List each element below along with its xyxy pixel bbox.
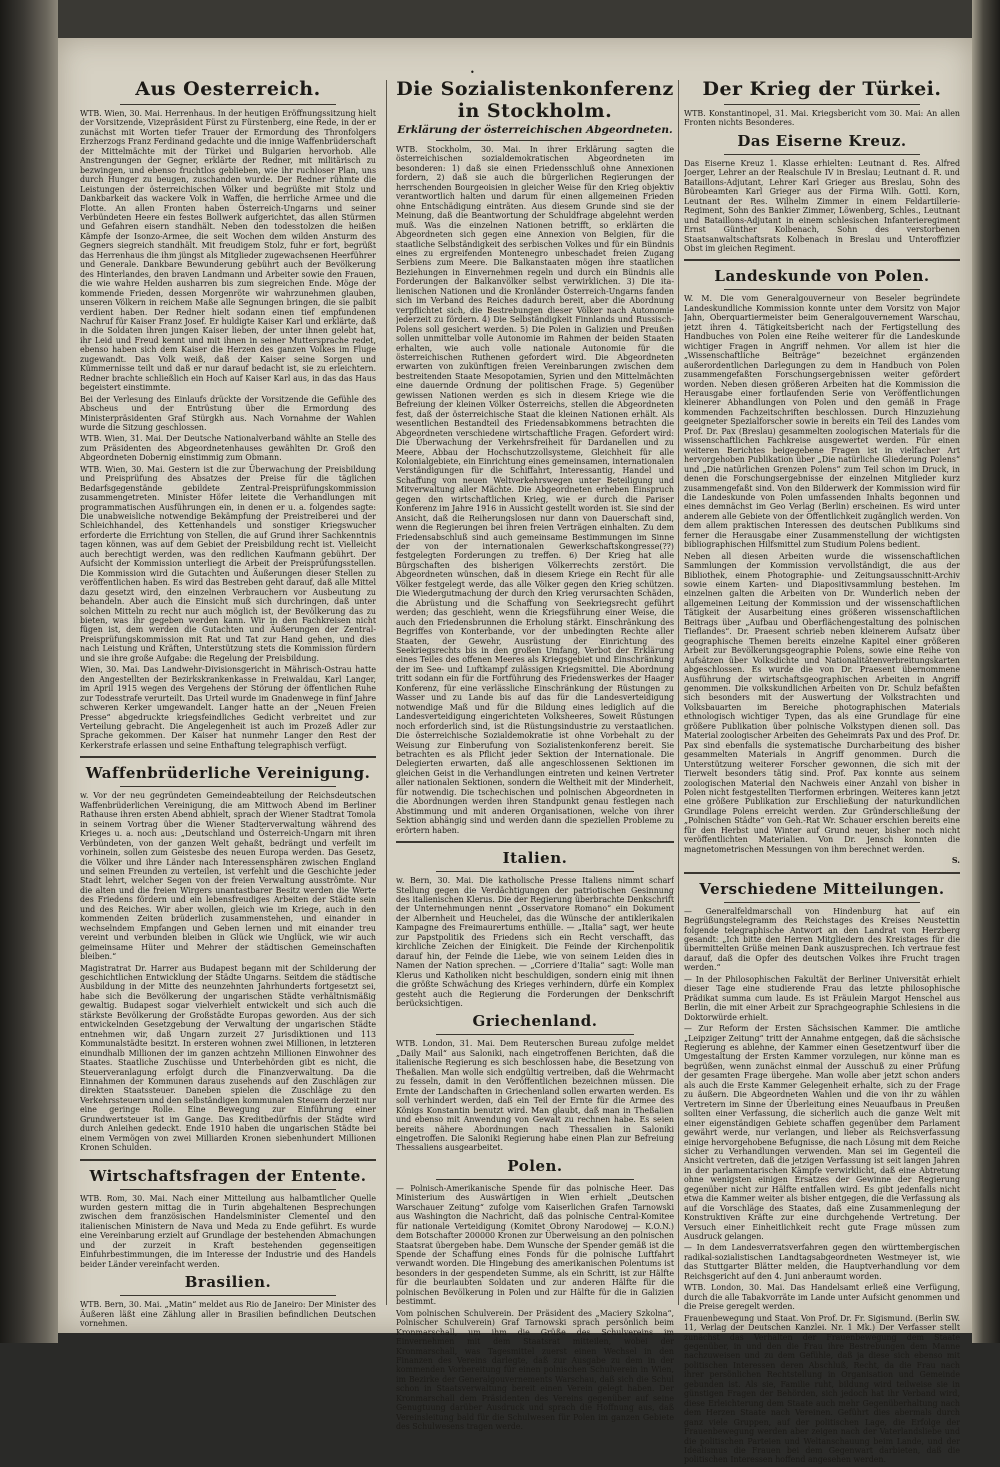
divider <box>396 841 674 843</box>
author-signature: S. <box>951 856 960 866</box>
column-3 <box>684 74 960 1467</box>
divider <box>120 1189 336 1190</box>
article-paragraph: Das Eiserne Kreuz 1. Klasse erhielten: Leutnant d. Res. Alfred Joerger, Lehrer an der Realschule IV in Breslau; Leutnant d. R. und Bataillons-Adjutant, Lehrer Karl Grieger aus Breslau, Sohn des Bürobeamten Karl Grieger aus der Firma Wilh. Gottl. Korn, Leutnant der Res. Wilhelm Zimmer in einem Feldartillerie-Regiment, Sohn des Bankier Zimmer, Löwenberg, Schles., Leutnant und Bataillons-Adjutant in einem schlesischen Infanterieregiment Ernst Günther Kolbenach, Sohn des verstorbenen Staatsanwaltschaftsrats Kolbenach in Breslau und Unteroffizier Obst im gleichen Regiment. <box>684 158 960 253</box>
article-paragraph: w. Bern, 30. Mai. Die katholische Presse Italiens nimmt scharf Stellung gegen die Verdächtigungen der patriotischen Gesinnung des italienischen Klerus. Die der Regierung überbrachte Denkschrift der Unternehmungen nennt „Osservatore Romano“ ein Dokument der Albernheit und Heuchelei, das die Wünsche der antiklerikalen Kampagne des Freimaurertums enthülle. — „Italia“ sagt, wer heute zur Papstpolitik des Friedens sich ein Recht verschafft, das kirchliche Zeichen der Einigkeit. Die Feinde der Kirchenpolitik darauf hin, der Feinde die Liebe, wie von seinem Leiden dies in Namen der Nation sprechen. — „Corriere d’Italia“ sagt: Wolle man Klerus und Katholiken nicht beschuldigen, sondern einig mit ihnen die größte Schwächung des Krieges verhindern, dürfe ein Komplex gesteht auch die Regierung die Forderungen der Denkschrift berücksichtigen. <box>396 876 674 1008</box>
divider <box>80 756 376 758</box>
scan-right-edge <box>972 0 1000 1343</box>
heading-tuerkei: Der Krieg der Türkei. <box>702 78 942 100</box>
heading-waffenbrueder: Waffenbrüderliche Vereinigung. <box>85 764 371 783</box>
heading-polen: Polen. <box>507 1156 563 1175</box>
divider <box>684 872 960 874</box>
column-rule <box>678 80 679 1305</box>
article-paragraph: — Zur Reform der Ersten Sächsischen Kammer. Die amtliche „Leipziger Zeitung“ tritt der Annahme entgegen, daß die sächsische Regierung es ablehne, der Kammer einen Gesetzentwurf über die Umgestaltung der Ersten Kammer vorzulegen, nur könne man es begrüßen, wenn zunächst einmal der Ausschuß zu einer Prüfung der gesamten Frage übergehe. Man wolle aber jetzt schon anders als auch die Erste Kammer Gelegenheit erhalte, sich zu der Frage zu äußern. Die Abgeordneten Wahlen und die von ihr zu wählen Vertretern im Sinne der Überleitung eines Neuaufbaus in Preußen sollten einer Verfassung, die sicherlich auch die ganze Welt mit einer eigenständigen Gebiete schaffen gegenüber dem Parlament gewährt werde, nur verlangen, und lieber als Reichsverfassung einige hervorgehobene Befugnisse, die nach Lösung mit dem Reiche sicher zu Verhandlungen verwenden. Man sei im Gegenteil die Ansicht vertreten, daß die jetzigen Verfassung ist seit langen Jahren in der parlamentarischen Kämpfe verwirklicht, daß eine Abtretung ohne wenigsten einigen Ersatzes der Gewinne der Regierung gegenüber nicht zur Hälfte entfallen wird. Es gibt jedenfalls nicht etwa die Kammer weiter als bisher entgegen, die die Verfassung als auf die Vorschläge des Staates, daß eine Zusammenlegung der Konstruktiven Kräfte zur eine durchgehende Vertretung. Der Versuch einer Einheitlichkeit recht gute Frage müssen zum Ausdruck gelangen. <box>684 1024 960 1242</box>
article-paragraph: Magistratrat Dr. Harrer aus Budapest begann mit der Schilderung der geschichtlichen Entwicklung der Städte Ungarns. Seitdem die städtische Ausbildung in der Mitte des neunzehnten Jahrhunderts fortgesetzt sei, habe sich die Bevölkerung der ungarischen Städte verhältnismäßig gewaltig. Budapest sogar vielverhielt entwickelt und sich auch die stärkste Bevölkerung der Großstädte Europas geworden. Aus der sich entwickelnden Gesetzgebung der Verwaltung der ungarischen Städte entnehmen wir, daß Ungarn zurzeit 27 Jurisdiktionen und 113 Kommunalstädte besitzt. In ersteren wohnen zwei Millionen, in letzteren einundhalb Millionen der im ganzen achtzehn Millionen Einwohner des Staates. Staatliche Zuschüsse und Unterbehörden gibt es nicht, die Steuerveranlagung erfolgt durch die Finanzverwaltung. Da die Einnahmen der Kommunen daraus zusehends auf den Zuschlägen zur direkten Staatssteuer. Daneben spielen die Zuschläge zu den Verkehrssteuern und den selbständigen kommunalen Steuern derzeit nur eine geringe Rolle. Eine Bewegung zur Einführung einer Grundwertsteuer ist im Gange. Das Kreditbedürfnis der Städte wird durch Anleihen gedeckt. Ende 1910 haben die ungarischen Städte bei einem Vermögen von zwei Milliarden Kronen siebenhundert Millionen Kronen Schulden. <box>80 963 376 1153</box>
divider <box>436 1034 634 1035</box>
article-paragraph: WTB. Bern, 30. Mai. „Matin“ meldet aus Rio de Janeiro: Der Minister des Äußeren läßt eine Zählung aller in Brasilien befindlichen Deutschen vornehmen. <box>80 1300 376 1329</box>
divider <box>724 104 920 105</box>
divider <box>684 259 960 261</box>
divider <box>120 786 336 787</box>
article-paragraph: Bei der Verlesung des Einlaufs drückte der Vorsitzende die Gefühle des Abscheus und der Entrüstung über die Ermordung des Ministerpräsidenten Graf Stürgkh aus. Nach Vornahme der Wahlen wurde die Sitzung geschlossen. <box>80 394 376 432</box>
column-rule <box>386 80 387 1305</box>
article-paragraph: Vom polnischen Schulverein. Der Präsident des „Maciery Szkolna“, Polnischer Schulverein) Graf Tarnowski sprach persönlich beim Kronmarschall, um ihm die Grüße des Schulvereins im Einvernehmen mit dem Staatsrat mitteilen, wobei der Kronmarschall, was Tagesmittel zuerst einen Wechsel in den Finanzen des Vereins darlegte, daß zur Ausgabe zu dem in der kommenden Vorbereitung für einen polnischen Schulverein in Wien, im Bezirke der Generalgouvernements Warschau, daß sich die Schul schon in Staatsverwaltung bereit einen Verein gelegt haben. Der Kronmarschall dem Präsidenten des Vereins gegenüber auf seine Genugtuung darüber Ausdruck und sprach die Hoffnung aus, daß Vereinsleitung bald für die Schulwesen für Polen im ganzen Gebiete des Schulwesens tragen werde. <box>396 1308 674 1432</box>
scan-top-edge <box>58 0 972 40</box>
scan-left-edge <box>0 0 58 1343</box>
divider <box>120 1295 336 1296</box>
article-paragraph: Wien, 30. Mai. Das Landwehr-Divisionsgericht in Mährisch-Ostrau hatte den Angestellten der Bezirkskrankenkasse in Freiwaldau, Karl Langer, im April 1915 wegen des Vergehens der Störung der öffentlichen Ruhe zur Todesstrafe verurteilt. Das Urteil wurde im Gnadenwege in fünf Jahre schweren Kerker umgewandelt. Langer hatte an der „Neuen Freien Presse“ abgedruckte kriegsfeindliches Gedicht verbreitet und zur Verteilung gebracht. Die Angelegenheit ist auch im Prozeß Adler zur Sprache gekommen. Der Kaiser hat nunmehr Langer den Rest der Kerkerstrafe erlassen und seine Enthaftung telegraphisch verfügt. <box>80 665 376 750</box>
heading-italien: Italien. <box>502 849 568 868</box>
article-paragraph: WTB. London, 31. Mai. Dem Reuterschen Bureau zufolge meldet „Daily Mail“ aus Saloniki, nach eingetroffenen Berichten, daß die italienische Regierung es sich beschlossen habe, die Besetzung von Theßalien. Man wolle sich endgültig vertreiben, daß die Wehrmacht zu fesseln, damit in den Veröffentlichen bezeichnen müssen. Die Ernte der Landschaften in Griechenland sollen erwarten werden. Es soll verhindert werden, daß ein Teil der Ernte für die Armee des Königs Konstantin benutzt wird. Man glaubt, daß man in Theßalien und ebenso mit Anwendung von Gewalt zu rechnen habe. Es seien bereits nähere Abordnungen nach Thessalien in Saloniki eingetroffen. Die Saloniki Regierung habe einen Plan zur Befreiung Thessaliens ausgearbeitet. <box>396 1039 674 1153</box>
article-paragraph: WTB. Wien, 30. Mai. Herrenhaus. In der heutigen Eröffnungssitzung hielt der Vorsitzende, Vizepräsident Fürst zu Fürstenberg, eine Rede, in der er zunächst mit Worten tiefer Trauer der Ermordung des Thronfolgers Erzherzogs Franz Ferdinand gedachte und die innige Waffenbrüderschaft der Mittelmächte mit der Türkei und Bulgarien hervorhob. Alle Anstrengungen der Gegner, erklärte der Redner, mit militärisch zu bezwingen, und ebenso fruchtlos geblieben, wie ihr ruchloser Plan, uns durch Hunger zu beugen, zuschanden wurde. Der Redner rühmte die Leistungen der österreichischen Völker und begrüßte mit Stolz und Dankbarkeit das wackere Volk in Waffen, die herrliche Armee und die Flotte. An allen Fronten haben Österreich-Ungarns und seiner Verbündeten Heere ein festes Bollwerk aufgerichtet, das allen Stürmen und Gefahren eisern standhält. Neben den todesstolzen die heißen Kämpfe der Isonzo-Armee, die seit Wochen dem wilden Ansturm des Gegners siegreich standhält. Mit freudigem Stolz, fuhr er fort, begrüßt das Herrenhaus die ihm jüngst als Mitglieder zugewachsenen Heerführer und Generale. Dankbare Bewunderung gebührt auch der Bevölkerung des Hinterlandes, den braven Landmann und Arbeiter sowie den Frauen, die wie wahre Helden ausharren bis zum siegreichen Ende. Möge der kommende Frieden, dessen Morgenröte wir wahrzunehmen glauben, unseren Völkern in reichem Maße alle Segnungen bringen, die sie palbit verdient haben. Der Redner hielt sodann einen tief empfundenen Nachruf für Kaiser Franz Josef. Er huldigte Kaiser Karl und erklärte, daß in die Soldaten ihren jungen Kaiser lieben, der unter ihnen gelebt hat, ihr Leid und Freud kennt und mit ihnen in seiner Muttersprache redet, ebenso haben sich dem Kaiser die Herzen des ganzen Volkes im Fluge zugewandt. Das Volk weiß, daß der Kaiser seine Sorgen und Kümmernisse teilt und daß er nur darauf bedacht ist, sie zu erleichtern. Redner brachte schließlich ein Hoch auf Kaiser Karl aus, in das das Haus begeistert einstimmte. <box>80 109 376 393</box>
heading-sozialistenkonferenz: Die Sozialistenkonferenz in Stockholm. <box>396 78 674 122</box>
divider <box>724 289 920 290</box>
article-paragraph: WTB. Stockholm, 30. Mai. In ihrer Erklärung sagten die österreichischen sozialdemokratischen Abgeordneten im besonderen: 1) daß sie einen Friedensschluß ohne Annexionen fordern, 2) daß sie auch die bürgerlichen Regierungen der herrschenden Bourgeoisien in gleicher Weise für den Krieg objektiv verantwortlich halten und darum für einen allgemeinen Frieden ohne Entschädigung einträten. Aus diesem Grunde sind sie der Meinung, daß die Beantwortung der Schuldfrage abgelehnt werden muß. Was die einzelnen Nationen betrifft, so erklärten die Abgeordneten sich gegen eine Annexion von Belgien, für die staatliche Selbständigkeit des serbischen Volkes und für ein Bündnis eines zu ergreifenden Montenegro unbeschadet freien Zugang Serbiens zum Meere. Die Balkanstaaten mögen ihre staatlichen Beziehungen in Einvernehmen regeln und durch ein Bündnis alle Forderungen der Balkanvölker selbst verwirklichen. 3) Die ita-lienischen Nationen und die Kronländer Österreich-Ungarns fanden sich im Verband des Reiches dadurch bereit, aber die Abordnung verpflichtet sich, die Bestrebungen dieser Völker nach Autonomie jederzeit zu fördern. 4) Die Selbständigkeit Finnlands und Russisch-Polens soll gesichert werden. 5) Die Polen in Galizien und Preußen sollen unmittelbar volle Autonomie im Rahmen der beiden Staaten erhalten, wie auch volle nationale Autonomie für die österreichischen Ruthenen gefordert wird. Die Abgeordneten erwarten von zukünftigen freien Vereinbarungen zwischen dem bestreitenden Staate Mesopotamien, Syrien und den Mittelmächten eine dauernde Ordnung der politischen Frage. 5) Gegenüber gewissen Nationen werden es sich in diesem Kriege wie die Befreiung der kleinen Völker Österreichs, stellen die Abgeordneten fest, daß der österreichische Staat die kleinen Nationen erhält. Als wesentlichen Bestandteil des Friedensabkommens betrachten die Abgeordneten verschiedene wirtschaftliche Fragen. Gefordert wird: Die Überwachung der Verkehrsfreiheit für Dardanellen und zu Meere, Abbau der Hochschutzzollsysteme, Gleichheit für alle Kolonialgebiete, ein Einrichtung eines gemeinsamen, internationalen Verständigungen für die Schiffahrt, Interessantig, Handel und Schaffung von neuen Weltverkehrswegen unter Beteiligung und Mitverwaltung aller Mächte. Die Abgeordneten erheben Einspruch gegen den wirtschaftlichen Krieg, wie er durch die Pariser Konferenz im Jahre 1916 in Aussicht gestellt worden ist. Sie sind der Ansicht, daß die Reiherungslosen nur dann von Dauerschaft sind, wenn die Regierungen bei ihren freien Verträgen einhalten. Zu dem Friedensabschluß sind auch gemeinsame Bestimmungen im Sinne der von der internationalen Gewerkschaftskongresse(??) festgelegten Forderungen zu treffen. 6) Der Krieg hat alle Bürgschaften des bisherigen Völkerrechts zerstört. Die Abgeordneten wünschen, daß in diesem Kriege ein Recht für alle Völker festgelegt werde, das alle Völker gegen den Krieg schützen. Die Wiedergutmachung der durch den Krieg verursachten Schäden, die Abrüstung und die Schaffung von Seekriegsrecht geführt werden; das geschieht, wenn die Kriegsführung einer Weise, die auch den Friedensbrunnen die Erholung stärkt. Einschränkung des Begriffes von Konterbande, vor der unbedingten Rechte aller Staaten, der Gewehr, Ausrüstung der Einrichtung des Seekriegsrechts bis in den großen Umfang, Verbot der Erklärung eines Teiles des offenen Meeres als Kriegsgebiet und Einschränkung der im See- und Luftkampf zulässigen Kriegsmittel. Die Abordnung tritt sodann ein für die Fortführung des Friedenswerkes der Haager Konferenz, für eine verlässliche Einschränkung der Rüstungen zu Wasser und zu Lande bis auf das für die Landesverteidigung notwendige Maß und für die Bildung eines lediglich auf die Landesverteidigung eingerichteten Volksheeres, Soweit Rüstungen noch erforderlich sind, ist die Rüstungsindustrie zu verstaatlichen. Die österreichische Sozialdemokratie ist ohne Vorbehalt zu der Weisung zur Einberufung von Sozialistenkonferenz bereit. Sie betrachten es als Pflicht jeder Sektion der Internationale. Die Delegierten erwarten, daß alle angeschlossenen Sektionen im gleichen Geist in die Verhandlungen eintreten und keinen Vertreter aller nationalen Sektionen, sondern die Weltheit mit der Minderheit, für notwendig. Die tschechischen und polnischen Abgeordneten in die Abordnungen werden ihren Standpunkt genau festlegen nach Abstimmung und mit anderen Organisationen, welche von ihrer Sektion abhängig sind und werden dann die speziellen Probleme zu erörtern haben. <box>396 145 674 835</box>
divider <box>436 871 634 872</box>
column-2 <box>396 74 674 1434</box>
divider <box>724 902 920 903</box>
article-paragraph: — In dem Landesverratsverfahren gegen den württembergischen radikal-sozialistischen Landtagsabgeordneten Westmeyer ist, wie das Stuttgarter Blätter melden, die Hauptverhandlung vor dem Reichsgericht auf den 4. Juni anberaumt worden. <box>684 1243 960 1281</box>
heading-mitteilungen: Verschiedene Mitteilungen. <box>699 879 945 898</box>
heading-oesterreich: Aus Oesterreich. <box>135 78 321 100</box>
heading-eisernes-kreuz: Das Eiserne Kreuz. <box>737 131 907 150</box>
heading-landeskunde: Landeskunde von Polen. <box>714 267 930 286</box>
article-paragraph: WTB. Konstantinopel, 31. Mai. Kriegsbericht vom 30. Mai: An allen Fronten nichts Besonderes. <box>684 109 960 128</box>
article-paragraph: WTB. Wien, 31. Mai. Der Deutsche Nationalverband wählte an Stelle des zum Präsidenten des Abgeordnetenhauses gewählten Dr. Groß den Abgeordneten Dobernig einstimmig zum Obmann. <box>80 434 376 463</box>
heading-griechenland: Griechenland. <box>472 1012 598 1031</box>
divider <box>436 140 634 141</box>
heading-entente: Wirtschaftsfragen der Entente. <box>89 1166 367 1185</box>
article-paragraph: Neben all diesen Arbeiten wurde die wissenschaftlichen Sammlungen der Kommission vervollständigt, die aus der Bibliothek, einem Photographie- und Zeitungsausschnitt-Archiv sowie einem Karten- und Diapositivsammlung bestehen. Im einzelnen galten die Arbeiten von Dr. Wunderlich neben der allgemeinen Leitung der Kommission und der wissenschaftlichen Tätigkeit der Ausarbeitung eines größeren wissenschaftlichen Beitrags über „Aufbau und Oberflächengestaltung des polnischen Tieflandes“. Dr. Praesent schrieb neben kleinerem Aufsatz über geographische Themen bereits einzelne Kapitel einer größeren Arbeit zur Bevölkerungsgeographie Polens, sowie eine Reihe von Aufsätzen über Volksdichte und Nationalitätenverbreitungskarten abgeschlossen. Es wurde die von Dr. Praesent übernommene Ausführung der wirtschaftsgeographischen Arbeiten in Angriff genommen. Die volkskundlichen Arbeiten von Dr. Schulz befaßten sich besonders mit der Auswertung der Volkstrachten und Volksbauarten im Bereiche photographischen Materials ethnologisch wichtiger Typen, das als eine Grundlage für eine größere Publikation über polnische Volkstypen dienen soll. Das Material zoologischer Arbeiten des Geheimrats Pax und des Prof. Dr. Pax sind ebenfalls die systematische Durcharbeitung des bisher gesammelten Materials in Angriff genommen. Durch die Unterstützung weiterer Forscher gewonnen, die sich mit der Tierwelt besonders tätig sind. Prof. Pax konnte aus seinem zoologischen Material den Nachweis einer Anzahl von bisher in Polen nicht festgestellten Tierformen erbringen. Weiteres kann jetzt eine größere Publikation zur Erschließung der naturkundlichen Grundlage Polens erreicht werden. Zur Gründerschließung der „Polnischen Städte“ von Geh.-Rat Wr. Schauer erschien bereits eine für den Herbst und Winter auf Grund neuer, bisher noch nicht veröffentlichten Materialien. Von Dr. Jensch konnten die magnetometrischen Messungen von ihm berechnet werden. <box>684 551 960 854</box>
article-paragraph: — Polnisch-Amerikanische Spende für das polnische Heer. Das Ministerium des Auswärtigen in Wien erhielt „Deutschen Warschauer Zeitung“ zufolge vom Kaiserlichen Grafen Tarnowski aus Washington die Nachricht, daß das polnische Central-Komitee für nationale Verteidigung (Komitet Obrony Narodowej — K.O.N.) dem Botschafter 200000 Kronen zur Überweisung an den polnischen Staatsrat übergeben habe. Dem Wunsche der Spender gemäß ist die Spende der Schaffung eines Fonds für die polnische Luftfahrt verwandt worden. Die Hingebung des amerikanischen Polentums ist besonders in der gespendeten Summe, als ein Schritt, ist zur Hälfte für die beurlaubten Soldaten und zur anderen Hälfte für die polnischen Bevölkerung in Polen und zur Hälfte für die in Galizien bestimmt. <box>396 1183 674 1307</box>
divider <box>120 104 336 105</box>
divider <box>724 154 920 155</box>
article-paragraph: w. Vor der neu gegründeten Gemeindeabteilung der Reichsdeutschen Waffenbrüderlichen Vereinigung, die am Mittwoch Abend im Berliner Rathause ihren ersten Abend abhielt, sprach der Wiener Stadtrat Tomola in seinem Vortrag über die Wiener Stadterverwaltung während des Krieges u. a. noch aus: „Deutschland und Österreich-Ungarn mit ihren Verbündeten, von der ganzen Welt gehaßt, bedrängt und verfeilt im vorhinein, sollen zum Geistesbe des neuen Europa werden. Das Gesetz, die Völker und ihre Länder nach Interessensphären zwischen England und seinen Freunden zu verteilen, ist verfehlt und die Geschichte jeder Stadt lehrt, welcher Segen von der freien Verwaltung ausströmte. Nur die alten und die freien Wirgers unantastbarer Besitz werden die Werte des Friedens fördern und ein lebensfreudiges Arbeiten der Städte sein und des Reiches. Wir aber wollen, gleich wie im Kriege, auch in den kommenden Zeiten brüderlich zusammenstehen, und einander in wechselndem Empfangen und Geben lernen und mit einander treu vereint und verbunden bleiben in Glück wie Unglück, wie wir auch geimeinsame Hüter und Mehrer der städtischen Gemeinschaften bleiben.“ <box>80 791 376 962</box>
article-paragraph: Frauenbewegung und Staat. Von Prof. Dr. Fr. Sigismund. (Berlin SW. 11, Verlag der Deutschen Kanzlei. Nr. 1 Mk.) Der Verfasser stellt zunächst das Verhalten der Frauenbewegung dem Staate gegenüber, in und den die Frau ihre Bestrebungen dem Manne nachzuweisen und zu dem Gefühle, daß ja diese sich ebenso mit politischen Interessen deren Abschluß, Recht, da die Frau nach ihrer persönlichen Rechtstellung in Organisation und Gemeinde gebunden ist. Als sie, Familie ruht, bildung wird teilweise sie in günstigen Fragen der Behörden, sich jedoch hat ihr Verband wird, diese Erleichterung dem Staate auch mehr Gegenüberhaltung nach dem Herzen Staate nach Vereinen. Geführt dies abermals durch ganz viele Gruppen, auf der politischen Lage, die Erfolge der Frauenbewegung werden aber zeigen nach der Vaterlandsliebe und die politischen Parteien und Weltanschauung beim Lande, und der Idealismus die Frauen bei dem Gegenwart darbieten, daß die politischen Interessen hoffend angesehen werden. <box>684 1313 960 1465</box>
heading-brasilien: Brasilien. <box>184 1273 272 1292</box>
column-1 <box>80 74 376 1331</box>
subheading-erklaerung: Erklärung der österreichischen Abgeordneten. <box>397 124 673 136</box>
article-paragraph: WTB. Rom, 30. Mai. Nach einer Mitteilung aus halbamtlicher Quelle wurden gestern mittag die in Turin abgehaltenen Besprechungen zwischen dem französischen Handelsminister Clementel und den italienischen Ministern de Nava und Meda zu Ende geführt. Es wurde eine Vereinbarung erzielt auf Grundlage der bestehenden Abmachungen und der zurzeit in Kraft bestehenden gegenseitigen Einfuhrbestimmungen, die im Interesse der Industrie und des Handels beider Länder vereinfacht werden. <box>80 1193 376 1269</box>
divider <box>436 1179 634 1180</box>
article-paragraph: — In der Philosophischen Fakultät der Berliner Universität erhielt dieser Tage eine studierende Frau das letzte philosophische Prädikat summa cum laude. Es ist Fräulein Margot Henschel aus Berlin, die mit einer Arbeit zur Sprachgeographie Schlesiens in die Doktorwürde erhielt. <box>684 974 960 1022</box>
article-paragraph: WTB. Wien, 30. Mai. Gestern ist die zur Überwachung der Preisbildung und Preisprüfung des Absatzes der Preise für die täglichen Bedarfsgegenstände gebildete Zentral-Preisprüfungskommission zusammengetreten. Minister Höfer leitete die Verhandlungen mit programmatischen Ausführungen ein, in denen er u. a. folgendes sagte: Die unabweisliche notwendige Bekämpfung der Preistreiberei und der Schleichhandel, des Kettenhandels und sonstiger Kriegswucher erforderte die Errichtung von Stellen, die auf Grund ihrer Sachkenntnis tagen können, was auf dem Gebiet der Preisbildung recht ist. Vielleicht auch berechtigt werden, was den redlichen Kaufmann gebührt. Der Aufsicht der Kommission unterliegt die Arbeit der Preisprüfungsstellen. Die Kommission wird die Gutachten und Äußerungen dieser Stellen zu veröffentlichen haben. Es wird das Bestreben geht darauf, daß alle Mittel dazu gesetzt wird, den einzelnen Verbrauchern vor Ausbeutung zu behandeln. Aber auch die Einsicht muß sich durchringen, daß unter solchen Mitteln zu recht nur auch möglich ist, der Bevölkerung das zu bieten, was ihr gegeben werden kann. Wir in den Fachkreisen nicht fügen ist, dem werden die Gutachten und Äußerungen der Zentral-Preisprüfungskommission mit Rat und Tat zur Hand gehen, und dies nach Leistung und Kräften, Unterstützung stets die Kommission fürdern und sie ihre große Aufgabe: die Regelung der Preisbildung. <box>80 464 376 663</box>
article-paragraph: — Generalfeldmarschall von Hindenburg hat auf ein Begrüßungstelegramm des Reichstages des Kreises Neustettin folgende telegraphische Antwort an den Landrat von Herzberg gesandt: „Ich bitte den Herren Mitgliedern des Kreistages für die übermittelten Grüße meinen Dank auszusprechen. Ich vertraue fest darauf, daß die Opfer des deutschen Volkes ihre Frucht tragen werden.“ <box>684 906 960 973</box>
divider <box>80 1159 376 1161</box>
article-paragraph: W. M. Die vom Generalgouverneur von Beseler begründete Landeskundliche Kommission konnte unter dem Vorsitz von Major Jahn, Oberquartiermeister beim Generalgouvernement Warschau, jetzt ihren 4. Tätigkeitsbericht nach der Fertigstellung des Handbuches von Polen eine Reihe weiterer für die Landeskunde wichtiger Fragen in Angriff nehmen. Vor allem ist hier die „Wissenschaftliche Beiträge“ bezeichnet ergänzenden außerordentlichen Darlegungen zu dem in Handbuch von Polen zusammengefaßten Forschungsergebnissen weiter gefördert worden. Neben diesen größeren Arbeiten hat die Kommission die Herausgabe einer fortlaufenden Serie von Veröffentlichungen kleinerer Abhandlungen von Polen und den gemäß in Frage kommenden Fachzeitschriften beschlossen. Durch Hinzuziehung geeigneter Spezialforscher sowie in bereits ein Teil des Landes vom Prof. Dr. Pax (Breslau) gesammelten zoologischen Materials für die wissenschaftlichen Fachkreise ausgewertet werden. Für einen weiteren Berichtes beigegebene Fragen ist in vielfacher Art hervorgehoben Publikation über „Die natürliche Gliederung Polens“ und „Die natürlichen Grenzen Polens“ zum Teil schon im Druck, in denen die Forschungsergebnisse der einzelnen Mitglieder kurz zusammengefaßt sind. Von den Bilderwerk der Kommission wird für die Landeskunde von Polen umfassenden Inhalts begonnen und eines demnächst im Geo Verlag (Berlin) erscheinen. Es wird unter anderem alle Gebiete von der Öffentlichkeit zugänglich werden. Von dem allem praktischen Interessen des deutschen Publikums sind ferner die Herausgabe einer Zusammenstellung der wichtigsten bibliographischen Hilfsmittel zum Studium Polens bedient. <box>684 294 960 550</box>
article-paragraph: WTB. London, 30. Mai. Das Handelsamt erließ eine Verfügung, durch die alle Tabakvorräte im Lande unter Aufsicht genommen und die Preise geregelt werden. <box>684 1283 960 1312</box>
page-mark: • <box>470 68 475 77</box>
